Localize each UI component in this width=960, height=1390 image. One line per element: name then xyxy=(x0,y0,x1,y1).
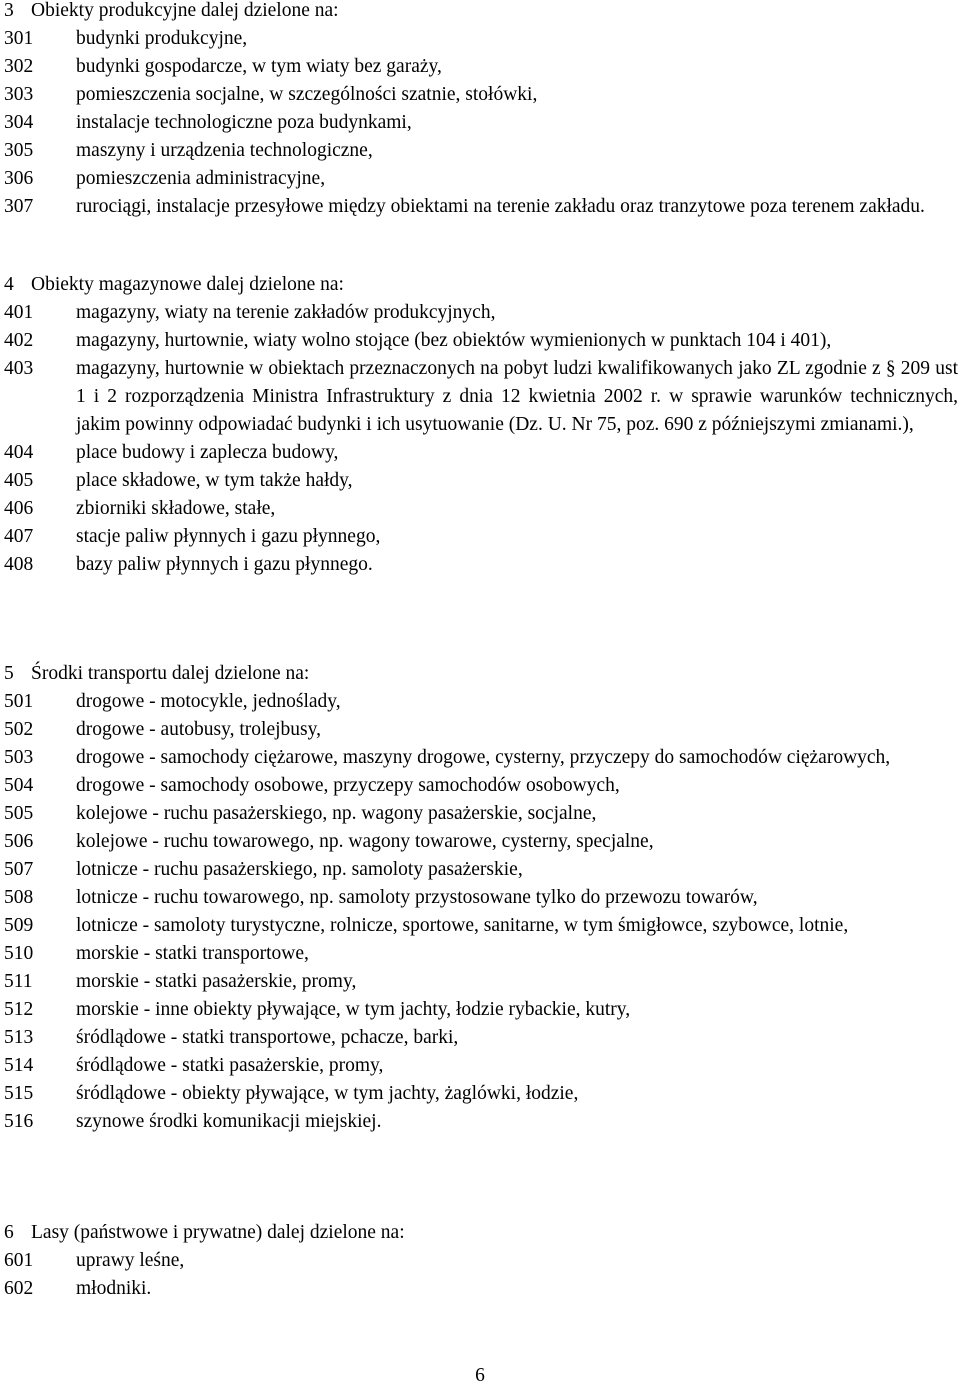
item-text: budynki gospodarcze, w tym wiaty bez garaży, xyxy=(76,56,442,77)
list-item xyxy=(0,193,960,221)
list-item xyxy=(0,912,960,940)
item-code: 601 xyxy=(4,1250,34,1271)
list-item xyxy=(0,439,960,467)
item-text: bazy paliw płynnych i gazu płynnego. xyxy=(76,554,373,575)
item-code: 406 xyxy=(4,498,34,519)
list-item xyxy=(0,940,960,968)
item-code: 305 xyxy=(4,140,34,161)
item-text: rurociągi, instalacje przesyłowe między obiektami na terenie zakładu oraz tranzytowe poza terenem zakładu. xyxy=(76,196,925,217)
item-code: 402 xyxy=(4,330,34,351)
list-item xyxy=(0,165,960,193)
item-text: drogowe - autobusy, trolejbusy, xyxy=(76,719,321,740)
item-code: 513 xyxy=(4,1027,34,1048)
list-item xyxy=(0,355,960,439)
list-item xyxy=(0,1247,960,1275)
item-code: 405 xyxy=(4,470,34,491)
list-item xyxy=(0,716,960,744)
item-code: 302 xyxy=(4,56,34,77)
section-heading xyxy=(0,0,960,25)
list-item xyxy=(0,968,960,996)
item-text: magazyny, hurtownie w obiektach przeznaczonych na pobyt ludzi kwalifikowanych jako ZL zgodnie z § 209 ust 1 i 2 rozporządzenia Ministra Infrastruktury z dnia 12 kwietnia 2002 r. w sprawie warunków technicznych, jakim powinny odpowiadać budynki i ich usytuowanie (Dz. U. Nr 75, poz. 690 z późniejszymi zmianami.), xyxy=(76,358,958,435)
item-code: 306 xyxy=(4,168,34,189)
item-code: 515 xyxy=(4,1083,34,1104)
item-code: 516 xyxy=(4,1111,34,1132)
item-code: 501 xyxy=(4,691,34,712)
list-item xyxy=(0,523,960,551)
list-item xyxy=(0,1024,960,1052)
item-text: budynki produkcyjne, xyxy=(76,28,248,49)
section-heading xyxy=(0,1219,960,1247)
list-item xyxy=(0,109,960,137)
list-item xyxy=(0,551,960,579)
section-number: 5 xyxy=(4,663,14,684)
list-item xyxy=(0,856,960,884)
item-code: 511 xyxy=(4,971,33,992)
list-item xyxy=(0,744,960,772)
list-item xyxy=(0,884,960,912)
item-text: zbiorniki składowe, stałe, xyxy=(76,498,276,519)
list-item xyxy=(0,996,960,1024)
list-item xyxy=(0,688,960,716)
item-text: lotnicze - ruchu towarowego, np. samoloty przystosowane tylko do przewozu towarów, xyxy=(76,887,758,908)
item-text: maszyny i urządzenia technologiczne, xyxy=(76,140,373,161)
item-code: 408 xyxy=(4,554,34,575)
item-text: pomieszczenia socjalne, w szczególności szatnie, stołówki, xyxy=(76,84,538,105)
list-item xyxy=(0,53,960,81)
item-text: stacje paliw płynnych i gazu płynnego, xyxy=(76,526,381,547)
item-text: lotnicze - ruchu pasażerskiego, np. samoloty pasażerskie, xyxy=(76,859,523,880)
item-text: szynowe środki komunikacji miejskiej. xyxy=(76,1111,382,1132)
item-text: drogowe - samochody ciężarowe, maszyny drogowe, cysterny, przyczepy do samochodów ciężarowych, xyxy=(76,747,891,768)
section-heading xyxy=(0,271,960,299)
item-text: śródlądowe - obiekty pływające, w tym jachty, żaglówki, łodzie, xyxy=(76,1083,579,1104)
item-text: drogowe - motocykle, jednoślady, xyxy=(76,691,341,712)
item-code: 404 xyxy=(4,442,34,463)
item-code: 512 xyxy=(4,999,34,1020)
item-text: kolejowe - ruchu pasażerskiego, np. wagony pasażerskie, socjalne, xyxy=(76,803,597,824)
list-item xyxy=(0,327,960,355)
section-title: Środki transportu dalej dzielone na: xyxy=(31,663,310,684)
item-code: 510 xyxy=(4,943,34,964)
item-code: 502 xyxy=(4,719,34,740)
item-text: śródlądowe - statki transportowe, pchacze, barki, xyxy=(76,1027,459,1048)
item-text: pomieszczenia administracyjne, xyxy=(76,168,326,189)
item-code: 401 xyxy=(4,302,34,323)
item-code: 602 xyxy=(4,1278,34,1299)
item-text: morskie - statki transportowe, xyxy=(76,943,309,964)
item-text: instalacje technologiczne poza budynkami, xyxy=(76,112,412,133)
list-item xyxy=(0,1052,960,1080)
item-text: drogowe - samochody osobowe, przyczepy samochodów osobowych, xyxy=(76,775,620,796)
section-number: 6 xyxy=(4,1222,14,1243)
item-code: 304 xyxy=(4,112,34,133)
item-code: 301 xyxy=(4,28,34,49)
list-item xyxy=(0,137,960,165)
item-code: 508 xyxy=(4,887,34,908)
list-item xyxy=(0,81,960,109)
section-title: Obiekty magazynowe dalej dzielone na: xyxy=(31,274,344,295)
section-5 xyxy=(0,660,960,1136)
item-text: lotnicze - samoloty turystyczne, rolnicze, sportowe, sanitarne, w tym śmigłowce, szybowce, lotnie, xyxy=(76,915,849,936)
list-item xyxy=(0,25,960,53)
item-text: magazyny, wiaty na terenie zakładów produkcyjnych, xyxy=(76,302,496,323)
item-text: place składowe, w tym także hałdy, xyxy=(76,470,353,491)
item-text: kolejowe - ruchu towarowego, np. wagony towarowe, cysterny, specjalne, xyxy=(76,831,654,852)
item-code: 509 xyxy=(4,915,34,936)
list-item xyxy=(0,828,960,856)
item-text: morskie - inne obiekty pływające, w tym jachty, łodzie rybackie, kutry, xyxy=(76,999,631,1020)
item-text: śródlądowe - statki pasażerskie, promy, xyxy=(76,1055,384,1076)
item-code: 514 xyxy=(4,1055,34,1076)
item-text: młodniki. xyxy=(76,1278,152,1299)
list-item xyxy=(0,772,960,800)
list-item xyxy=(0,299,960,327)
section-title: Obiekty produkcyjne dalej dzielone na: xyxy=(31,0,339,21)
section-6 xyxy=(0,1219,960,1303)
list-item xyxy=(0,800,960,828)
list-item xyxy=(0,1275,960,1303)
item-code: 506 xyxy=(4,831,34,852)
list-item xyxy=(0,467,960,495)
item-text: place budowy i zaplecza budowy, xyxy=(76,442,339,463)
item-text: uprawy leśne, xyxy=(76,1250,185,1271)
item-code: 407 xyxy=(4,526,34,547)
section-3 xyxy=(0,0,960,221)
section-number: 3 xyxy=(4,0,14,21)
section-4 xyxy=(0,271,960,579)
item-code: 503 xyxy=(4,747,34,768)
item-code: 505 xyxy=(4,803,34,824)
item-code: 303 xyxy=(4,84,34,105)
item-code: 504 xyxy=(4,775,34,796)
section-number: 4 xyxy=(4,274,14,295)
item-text: magazyny, hurtownie, wiaty wolno stojące (bez obiektów wymienionych w punktach 104 i 401), xyxy=(76,330,832,351)
item-code: 507 xyxy=(4,859,34,880)
section-title: Lasy (państwowe i prywatne) dalej dzielone na: xyxy=(31,1222,405,1243)
list-item xyxy=(0,1080,960,1108)
section-heading xyxy=(0,660,960,688)
item-code: 307 xyxy=(4,196,34,217)
list-item xyxy=(0,495,960,523)
list-item xyxy=(0,1108,960,1136)
item-code: 403 xyxy=(4,358,34,379)
item-text: morskie - statki pasażerskie, promy, xyxy=(76,971,357,992)
page-number: 6 xyxy=(475,1365,485,1386)
